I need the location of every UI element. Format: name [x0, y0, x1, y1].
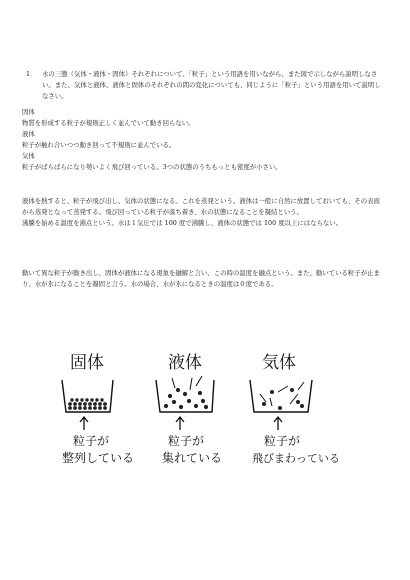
gas-label: 気体: [22, 152, 35, 160]
gas-caption-2: 飛びまわっている: [252, 452, 340, 465]
gas-title: 気体: [262, 353, 296, 373]
solid-caption-2: 整列している: [62, 451, 135, 465]
boiling-text: 沸騰を始める温度を沸点という。水は１気圧では 100 度で沸騰し、液体の状態では 100 度以上にはならない。: [22, 219, 343, 227]
liquid-caption-2: 集れている: [162, 451, 223, 465]
gas-caption-1: 粒子が: [264, 434, 301, 448]
question-1: [26, 69, 382, 102]
solid-arrow: [80, 417, 88, 430]
gas-arrow: [274, 417, 282, 430]
evaporation-text: 液体を熱すると、粒子が飛び出し、気体の状態になる。これを蒸発という。液体は一般に自然に放置しておいても、その表面から蒸発となって蒸発する。飛び回っている粒子が落ち着き、水の状態になることを凝結という。: [22, 197, 380, 216]
solid-title: 固体: [70, 353, 104, 373]
liquid-arrow: [176, 417, 184, 430]
melting-paragraph: [22, 268, 382, 290]
liquid-title: 液体: [168, 353, 202, 373]
melting-text: 動いて異な粒子が動き出し、固体が液体になる現象を融解と言い、この時の温度を融点という。また、動いている粒子が止まり、水が氷になることを凝固と言う。水の場合、水が氷になるときの温度は０度である。: [22, 269, 380, 288]
gas-particles: [262, 388, 304, 410]
states-sketch: [40, 346, 360, 476]
gas-description: 粒子がばらばらになり勢いよく飛び回っている。3つの状態のうちもっとも密度が小さい。: [22, 163, 282, 171]
solid-caption-1: 粒子が: [73, 434, 110, 448]
solid-label: 固体: [22, 108, 35, 116]
liquid-label: 液体: [22, 130, 35, 138]
solid-description: 物質を形成する粒子が規則正しく並んでいて動き回らない。: [22, 119, 195, 127]
question-number: 1．: [26, 70, 37, 78]
states-list: [22, 107, 382, 173]
liquid-motion-arrows: [172, 376, 202, 390]
question-text: 水の三態（気体・液体・固体）それぞれについて、「粒子」という用語を用いながら、また図で示しながら説明しなさい。また、気体と液体、液体と固体のそれぞれの間の変化についても、同じように「粒子」という用語を用いて説明しなさい。: [42, 70, 381, 100]
liquid-caption-1: 粒子が: [168, 434, 205, 448]
evaporation-paragraph: [22, 196, 382, 229]
liquid-description: 粒子が触れ合いつつ動き回って不規則に並んでいる。: [22, 141, 176, 149]
liquid-particles: [164, 388, 208, 409]
solid-particles: [68, 398, 107, 410]
